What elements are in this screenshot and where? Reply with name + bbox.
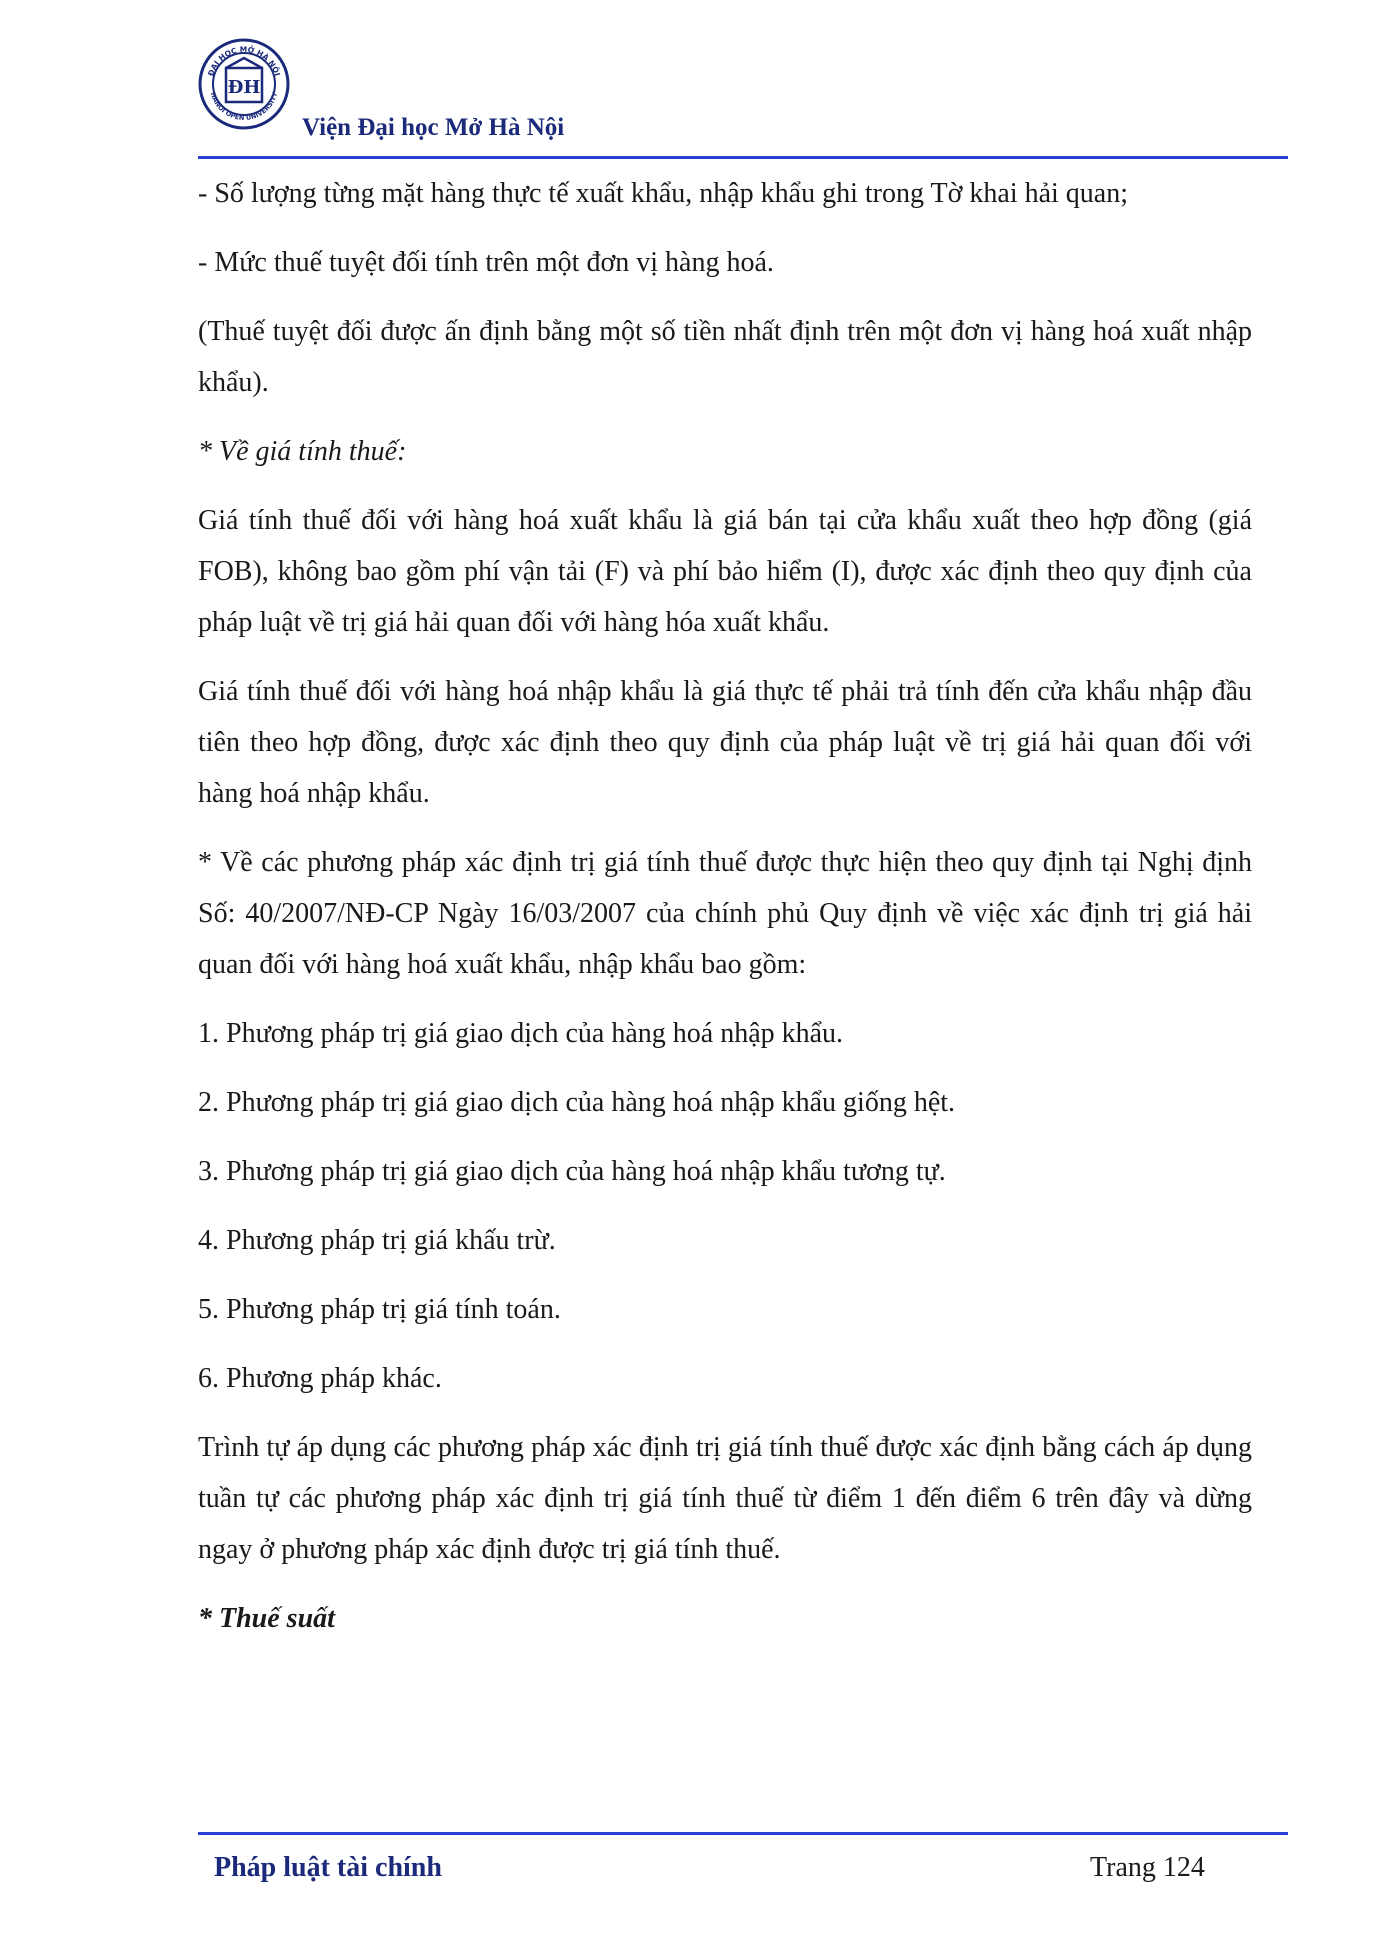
page-header (198, 38, 1288, 158)
paragraph-quantity: - Số lượng từng mặt hàng thực tế xuất khẩu, nhập khẩu ghi trong Tờ khai hải quan; (198, 178, 1129, 209)
svg-text:ĐẠI HỌC MỞ HÀ NỘI: ĐẠI HỌC MỞ HÀ NỘI (206, 44, 282, 78)
paragraph-absolute-tax-note: (Thuế tuyệt đối được ấn định bằng một số tiền nhất định trên một đơn vị hàng hoá xuất nhập khẩu). (198, 316, 1252, 398)
footer-subject: Pháp luật tài chính (214, 1852, 442, 1883)
heading-tax-rate: * Thuế suất (198, 1603, 335, 1634)
heading-taxable-price: * Về giá tính thuế: (198, 436, 407, 467)
svg-text:HANOI OPEN UNIVERSITY: HANOI OPEN UNIVERSITY (208, 91, 280, 123)
method-item-2: 2. Phương pháp trị giá giao dịch của hàng hoá nhập khẩu giống hệt. (198, 1087, 956, 1118)
method-item-3: 3. Phương pháp trị giá giao dịch của hàng hoá nhập khẩu tương tự. (198, 1156, 946, 1187)
paragraph-valuation-methods: * Về các phương pháp xác định trị giá tính thuế được thực hiện theo quy định tại Nghị định Số: 40/2007/NĐ-CP Ngày 16/03/2007 của chính phủ Quy định về việc xác định trị giá hải quan đối với hàng hoá xuất khẩu, nhập khẩu bao gồm: (198, 847, 1252, 980)
university-seal-icon (198, 38, 290, 130)
svg-text:ĐH: ĐH (227, 77, 261, 98)
paragraph-absolute-rate: - Mức thuế tuyệt đối tính trên một đơn vị hàng hoá. (198, 247, 774, 278)
method-item-1: 1. Phương pháp trị giá giao dịch của hàng hoá nhập khẩu. (198, 1018, 844, 1049)
paragraph-import-price: Giá tính thuế đối với hàng hoá nhập khẩu là giá thực tế phải trả tính đến cửa khẩu nhập đầu tiên theo hợp đồng, được xác định theo quy định của pháp luật về trị giá hải quan đối với hàng hoá nhập khẩu. (198, 676, 1252, 809)
paragraph-export-price: Giá tính thuế đối với hàng hoá xuất khẩu là giá bán tại cửa khẩu xuất theo hợp đồng (giá FOB), không bao gồm phí vận tải (F) và phí bảo hiểm (I), được xác định theo quy định của pháp luật về trị giá hải quan đối với hàng hóa xuất khẩu. (198, 505, 1252, 638)
paragraph-method-order: Trình tự áp dụng các phương pháp xác định trị giá tính thuế được xác định bằng cách áp dụng tuần tự các phương pháp xác định trị giá tính thuế từ điểm 1 đến điểm 6 trên đây và dừng ngay ở phương pháp xác định được trị giá tính thuế. (198, 1432, 1252, 1565)
method-item-5: 5. Phương pháp trị giá tính toán. (198, 1294, 561, 1325)
page-number: Trang 124 (1090, 1852, 1205, 1883)
footer-divider (198, 1832, 1288, 1835)
page-body (198, 168, 1252, 1662)
header-divider (198, 156, 1288, 159)
method-item-6: 6. Phương pháp khác. (198, 1363, 442, 1394)
institution-name: Viện Đại học Mở Hà Nội (302, 114, 565, 141)
method-item-4: 4. Phương pháp trị giá khấu trừ. (198, 1225, 556, 1256)
